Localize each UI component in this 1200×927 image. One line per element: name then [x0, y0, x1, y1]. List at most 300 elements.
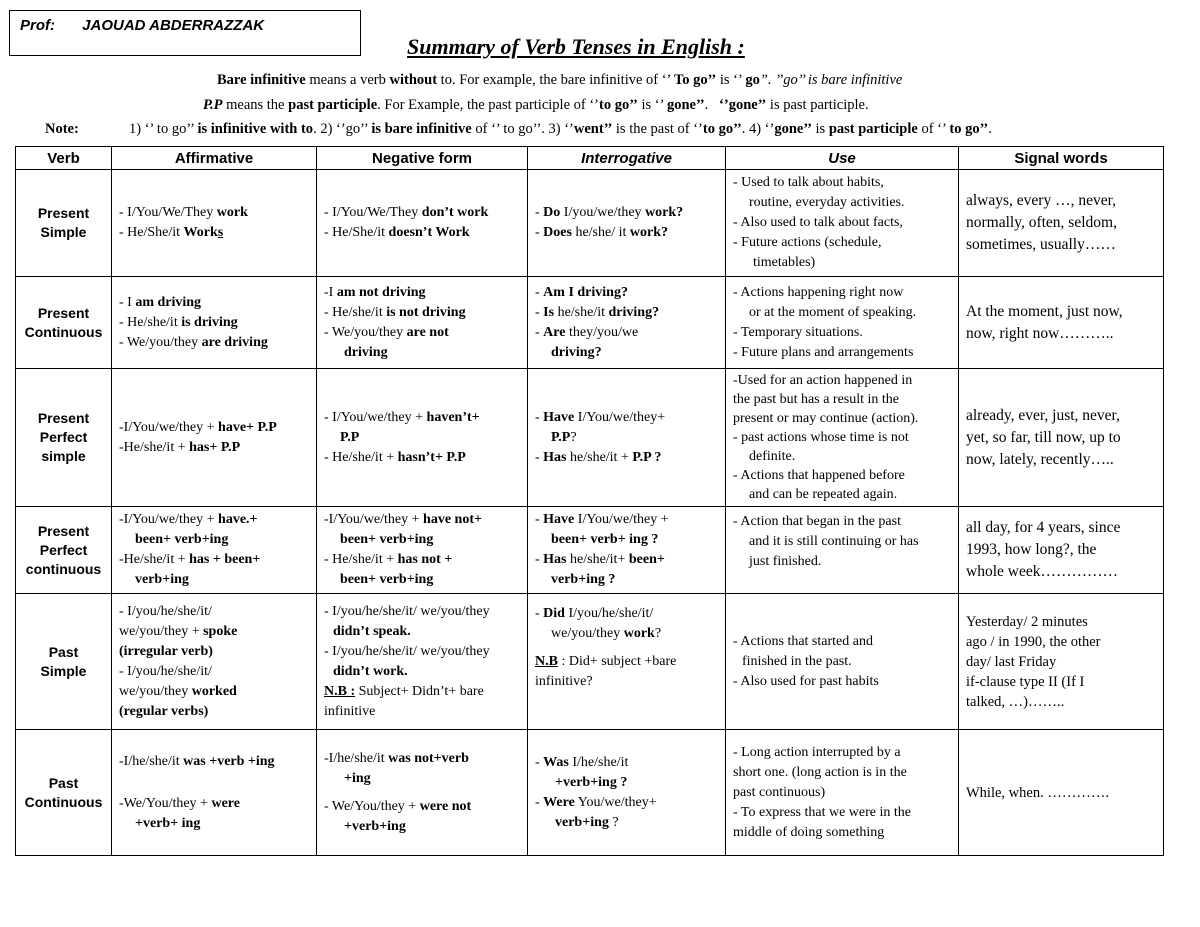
cell-line	[324, 323, 522, 343]
cell-line: routine, everyday activities.	[749, 195, 905, 210]
column-header-use: Use	[726, 147, 959, 170]
cell-line	[324, 448, 522, 468]
cell-line	[535, 510, 720, 530]
text-span: have not+	[423, 512, 482, 527]
text-span: - He/she/it	[119, 314, 182, 330]
text-span: were	[211, 795, 240, 811]
cell-line: - Temporary situations.	[733, 324, 863, 340]
column-header-signal-words: Signal words	[959, 147, 1164, 170]
cell-line	[324, 769, 522, 789]
text-span: been+ verb+ing	[135, 532, 229, 547]
cell-line: yet, so far, till now, up to	[966, 428, 1121, 446]
text-span: - We/you/they	[324, 324, 407, 340]
cell-line: - Used to talk about habits,	[733, 175, 884, 190]
text-span: -	[535, 284, 544, 300]
cell-line	[119, 418, 311, 438]
cell-line: and it is still continuing or has	[749, 534, 919, 549]
cell-line	[119, 313, 311, 333]
cell-line	[535, 813, 720, 833]
text-span: he/she/it+	[566, 552, 629, 567]
text-span: - We/you/they	[119, 334, 202, 350]
affirmative-cell	[112, 730, 317, 856]
text-span: verb+ing ?	[551, 572, 616, 587]
cell-line	[535, 652, 720, 672]
cell-line: or at the moment of speaking.	[749, 304, 917, 320]
prof-name: JAOUAD ABDERRAZZAK	[82, 17, 265, 34]
text-span: been+	[628, 552, 665, 567]
text-span: gone’’	[666, 97, 705, 113]
cell-line: normally, often, seldom,	[966, 214, 1117, 231]
text-span: -	[535, 606, 544, 621]
cell-line: middle of doing something	[733, 824, 885, 840]
cell-line: already, ever, just, never,	[966, 406, 1120, 424]
cell-line	[324, 797, 522, 817]
cell-line: if-clause type II (If I	[966, 673, 1085, 690]
prof-label: Prof:	[20, 17, 55, 34]
cell-line: infinitive?	[535, 674, 593, 689]
text-span: P.P	[551, 429, 571, 445]
text-span: Subject+ Didn’t+ bare	[355, 683, 484, 699]
use-cell	[726, 369, 959, 507]
text-span: -He/she/it +	[119, 552, 190, 567]
cell-line	[324, 283, 522, 303]
text-span: we/you/they	[119, 683, 192, 699]
cell-line	[324, 203, 522, 223]
cell-line	[535, 408, 720, 428]
text-span: -	[535, 449, 544, 465]
interrogative-cell	[528, 507, 726, 594]
text-span: -	[535, 205, 544, 220]
text-span: is ‘’	[716, 72, 746, 88]
text-span: +verb+ing ?	[555, 774, 628, 790]
text-span: haven’t+	[426, 409, 480, 425]
cell-line	[119, 570, 311, 590]
cell-line	[535, 323, 720, 343]
tense-name-line: Past	[48, 643, 79, 660]
text-span: +verb+ ing	[135, 815, 201, 831]
tense-name-line: Continuous	[24, 793, 103, 810]
cell-line	[535, 303, 720, 323]
text-span: has + been+	[189, 552, 261, 567]
text-span: - He/she/it +	[324, 552, 398, 567]
text-span: - He/she/it +	[324, 449, 398, 465]
cell-line	[535, 624, 720, 644]
cell-line: - To express that we were in the	[733, 804, 911, 820]
table-row	[16, 730, 1164, 856]
cell-line: - Also used for past habits	[733, 673, 879, 689]
cell-line: - I/you/he/she/it/ we/you/they	[324, 603, 490, 619]
affirmative-cell	[112, 369, 317, 507]
cell-line	[119, 794, 311, 814]
cell-line	[119, 203, 311, 223]
cell-line: - Long action interrupted by a	[733, 744, 901, 760]
text-span: - He/She/it	[324, 225, 389, 240]
text-span: P.P	[340, 429, 360, 445]
signal-words-cell	[959, 277, 1164, 369]
cell-line: - Future actions (schedule,	[733, 235, 882, 250]
cell-line: - Actions that happened before	[733, 468, 905, 483]
text-span: verb+ing	[555, 814, 609, 830]
cell-line: all day, for 4 years, since	[966, 519, 1121, 536]
text-span: past participle	[828, 121, 918, 137]
cell-line	[535, 793, 720, 813]
column-header-affirmative: Affirmative	[112, 147, 317, 170]
text-span: s	[217, 225, 224, 240]
text-span: To go’’	[673, 72, 717, 88]
text-span: (regular verbs)	[119, 703, 209, 719]
text-span: -	[535, 225, 544, 240]
text-span: go	[745, 72, 760, 88]
text-span: don’t work	[421, 205, 489, 220]
text-span: work	[216, 205, 248, 220]
text-span: means the	[222, 97, 289, 113]
table-row	[16, 594, 1164, 730]
cell-line	[119, 622, 311, 642]
text-span: ?	[654, 626, 662, 641]
cell-line	[324, 817, 522, 837]
cell-line: Yesterday/ 2 minutes	[966, 613, 1088, 630]
text-span: is not driving	[386, 304, 466, 320]
cell-line: - Future plans and arrangements	[733, 344, 914, 360]
text-span: P.P	[203, 97, 223, 113]
text-span: we/you/they +	[119, 623, 204, 639]
tense-name-line: Present	[37, 522, 90, 539]
cell-line: definite.	[749, 449, 796, 464]
text-span: 1) ‘’ to go’’	[129, 121, 198, 137]
text-span: +ing	[344, 770, 371, 786]
text-span: - He/She/it	[119, 225, 184, 240]
cell-line	[324, 223, 522, 243]
text-span: he/she/it	[554, 304, 609, 320]
signal-words-cell	[959, 369, 1164, 507]
text-span: ?	[608, 814, 619, 830]
text-span: verb+ing	[135, 572, 189, 587]
cell-line	[324, 408, 522, 428]
cell-line: 1993, how long?, the	[966, 541, 1097, 558]
negative-cell	[317, 277, 528, 369]
cell-line: - past actions whose time is not	[733, 430, 909, 445]
cell-line	[324, 570, 522, 590]
text-span: is driving	[181, 314, 238, 330]
tense-name-line: continuous	[25, 560, 102, 577]
text-span: is the past of ‘’	[612, 121, 703, 137]
cell-line	[324, 343, 522, 363]
text-span: are driving	[201, 334, 268, 350]
cell-line: - Action that began in the past	[733, 514, 901, 529]
note-label: Note:	[45, 121, 79, 137]
cell-line	[119, 510, 311, 530]
tense-name-line: Continuous	[24, 323, 103, 340]
text-span: been+ verb+ing	[340, 532, 434, 547]
signal-words-cell	[959, 594, 1164, 730]
tense-name-line: simple	[41, 448, 86, 464]
text-span: driving?	[608, 304, 660, 320]
text-span: means a verb	[305, 72, 390, 88]
tense-name-line: Perfect	[39, 541, 88, 558]
tense-name-line: Simple	[40, 662, 87, 679]
text-span: - We/You/they +	[324, 798, 420, 814]
text-span: past participle	[288, 97, 378, 113]
professor-box	[9, 10, 361, 56]
text-span: -	[535, 304, 544, 320]
text-span: (irregular verb)	[119, 643, 213, 659]
cell-line	[535, 604, 720, 624]
text-span: - I/You/we/they +	[324, 409, 427, 425]
text-span: has+ P.P	[189, 439, 241, 455]
text-span: I/you/we/they	[560, 205, 646, 220]
cell-line	[324, 550, 522, 570]
tenses-table	[15, 146, 1164, 856]
text-span: been+ verb+ ing ?	[551, 532, 659, 547]
cell-line	[324, 530, 522, 550]
text-span: ?	[570, 429, 577, 445]
cell-line: past continuous)	[733, 784, 826, 800]
text-span: -He/she/it +	[119, 439, 190, 455]
text-span: I/he/she/it	[568, 754, 629, 770]
cell-line	[535, 773, 720, 793]
text-span: was not+verb	[388, 750, 469, 766]
text-span: was +verb +ing	[183, 753, 275, 769]
text-span: : Did+ subject +bare	[557, 654, 677, 669]
text-span: driving	[344, 344, 388, 360]
column-header-negative: Negative form	[317, 147, 528, 170]
cell-line	[119, 550, 311, 570]
text-span: of ‘’	[917, 121, 950, 137]
text-span: Is	[543, 304, 555, 320]
cell-line	[535, 448, 720, 468]
text-span: N.B	[535, 654, 558, 669]
text-span: hasn’t+ P.P	[397, 449, 466, 465]
text-span: work?	[645, 205, 684, 220]
cell-line: - Actions that started and	[733, 633, 873, 649]
column-header-interrogative: Interrogative	[528, 147, 726, 170]
text-span: I/you/he/she/it/	[564, 606, 654, 621]
cell-line	[324, 303, 522, 323]
text-span: . 4) ‘’	[741, 121, 775, 137]
intro-line-2	[203, 97, 869, 114]
text-span: - I/You/We/They	[324, 205, 422, 220]
text-span: -	[535, 552, 544, 567]
cell-line: ago / in 1990, the other	[966, 633, 1101, 650]
text-span: -I/You/we/they +	[119, 512, 219, 527]
text-span: to go’’	[702, 121, 742, 137]
table-row	[16, 277, 1164, 369]
text-span: -	[535, 324, 544, 340]
cell-line: present or may continue (action).	[733, 411, 919, 426]
text-span: ”. ’’go’’ is bare infinitive	[759, 72, 903, 88]
cell-line	[324, 749, 522, 769]
cell-line: whole week……………	[966, 563, 1118, 580]
text-span: is	[811, 121, 829, 137]
text-span: . For Example, the past participle of ‘’	[377, 97, 600, 113]
cell-line: - Actions happening right now	[733, 284, 904, 300]
text-span: -I/You/we/they +	[324, 512, 424, 527]
cell-line	[324, 682, 522, 702]
text-span: Am I driving?	[543, 284, 628, 300]
text-span: he/she/ it	[571, 225, 630, 240]
affirmative-cell	[112, 507, 317, 594]
negative-cell	[317, 730, 528, 856]
cell-line: At the moment, just now,	[966, 302, 1123, 320]
text-span: has not +	[397, 552, 453, 567]
text-span: are not	[406, 324, 449, 340]
cell-line: short one. (long action is in the	[733, 764, 907, 780]
text-span: been+ verb+ing	[340, 572, 434, 587]
text-span: to go’’	[599, 97, 638, 113]
cell-line: and can be repeated again.	[749, 487, 898, 502]
use-cell	[726, 507, 959, 594]
text-span: worked	[191, 683, 237, 699]
cell-line: day/ last Friday	[966, 653, 1057, 670]
cell-line: finished in the past.	[742, 653, 852, 669]
cell-line	[324, 662, 522, 682]
signal-words-cell	[959, 730, 1164, 856]
affirmative-cell	[112, 277, 317, 369]
cell-line: infinitive	[324, 703, 376, 719]
cell-line	[119, 642, 311, 662]
text-span: we/you/they	[551, 626, 624, 641]
column-header-verb: Verb	[16, 147, 112, 170]
cell-line: sometimes, usually……	[966, 236, 1116, 253]
text-span: - I	[119, 294, 136, 310]
signal-words-cell	[959, 507, 1164, 594]
text-span: You/we/they+	[574, 794, 657, 810]
text-span: doesn’t Work	[388, 225, 470, 240]
text-span: spoke	[203, 623, 238, 639]
text-span: Did	[543, 606, 565, 621]
cell-line	[119, 333, 311, 353]
cell-line	[535, 203, 720, 223]
text-span: N.B :	[324, 683, 356, 699]
spacer	[324, 789, 522, 797]
negative-cell	[317, 594, 528, 730]
use-cell	[726, 170, 959, 277]
signal-words-cell	[959, 170, 1164, 277]
tense-name-line: Present	[37, 410, 90, 426]
text-span: have.+	[218, 512, 258, 527]
cell-line: talked, …)……..	[966, 693, 1065, 710]
affirmative-cell	[112, 170, 317, 277]
cell-line	[324, 428, 522, 448]
text-span: to go’’	[949, 121, 989, 137]
text-span: Have	[543, 409, 575, 425]
tense-name-cell	[16, 730, 112, 856]
interrogative-cell	[528, 277, 726, 369]
negative-cell	[317, 170, 528, 277]
negative-cell	[317, 507, 528, 594]
cell-line: - Also used to talk about facts,	[733, 215, 903, 230]
text-span: -I/You/we/they +	[119, 419, 219, 435]
cell-line: -Used for an action happened in	[733, 373, 913, 388]
text-span: -	[535, 409, 544, 425]
cell-line	[119, 223, 311, 243]
cell-line: the past but has a result in the	[733, 392, 900, 407]
cell-line: While, when. ………….	[966, 784, 1109, 801]
cell-line	[324, 510, 522, 530]
text-span: Does	[543, 225, 572, 240]
text-span: .	[704, 97, 712, 113]
cell-line	[324, 622, 522, 642]
tense-name-cell	[16, 277, 112, 369]
tense-name-line: Past	[48, 774, 79, 791]
table-header-row	[16, 147, 1164, 170]
tense-name-line: Present	[37, 205, 90, 221]
cell-line	[119, 702, 311, 722]
spacer	[535, 644, 720, 652]
text-span: have+ P.P	[218, 419, 277, 435]
text-span: didn’t speak.	[333, 623, 411, 639]
text-span: - He/she/it	[324, 304, 387, 320]
text-span: work	[623, 626, 655, 641]
text-span: he/she/it +	[566, 449, 633, 465]
text-span: -	[535, 754, 544, 770]
cell-line: now, lately, recently…..	[966, 450, 1114, 468]
cell-line: just finished.	[749, 554, 822, 569]
cell-line	[119, 682, 311, 702]
text-span: is ‘’	[637, 97, 667, 113]
text-span: to. For example, the bare infinitive of ‘’	[437, 72, 674, 88]
text-span: am not driving	[336, 284, 426, 300]
cell-line	[535, 343, 720, 363]
table-row	[16, 507, 1164, 594]
cell-line	[535, 428, 720, 448]
text-span: +verb+ing	[344, 818, 406, 834]
use-cell	[726, 277, 959, 369]
cell-line: now, right now………..	[966, 324, 1114, 342]
cell-line: timetables)	[753, 255, 816, 270]
tense-name-cell	[16, 507, 112, 594]
text-span: driving?	[551, 344, 602, 360]
text-span: is bare infinitive	[371, 121, 472, 137]
text-span: -I/he/she/it	[119, 753, 184, 769]
tense-name-line: Simple	[40, 224, 87, 240]
text-span: am driving	[135, 294, 202, 310]
cell-line	[119, 438, 311, 458]
page-title: Summary of Verb Tenses in English :	[407, 34, 745, 59]
tense-name-line: Present	[37, 304, 90, 321]
text-span: went’’	[573, 121, 613, 137]
text-span: Has	[543, 449, 567, 465]
text-span: didn’t work.	[333, 663, 408, 679]
negative-cell	[317, 369, 528, 507]
affirmative-cell	[112, 594, 317, 730]
text-span: I/You/we/they +	[574, 512, 669, 527]
text-span: -I	[324, 284, 337, 300]
text-span: -	[535, 512, 544, 527]
table-row	[16, 170, 1164, 277]
cell-line: - I/you/he/she/it/	[119, 603, 212, 619]
text-span: Have	[543, 512, 575, 527]
text-span: of ‘’ to go’’. 3) ‘’	[471, 121, 574, 137]
cell-line	[119, 752, 311, 772]
tense-name-cell	[16, 594, 112, 730]
text-span: they/you/we	[565, 324, 639, 340]
text-span: Are	[543, 324, 566, 340]
cell-line: - I/you/he/she/it/	[119, 663, 212, 679]
text-span: . 2) ‘’go’’	[313, 121, 372, 137]
use-cell	[726, 594, 959, 730]
text-span: Bare infinitive	[217, 72, 306, 88]
text-span: P.P ?	[632, 449, 662, 465]
cell-line	[535, 753, 720, 773]
use-cell	[726, 730, 959, 856]
cell-line	[535, 223, 720, 243]
interrogative-cell	[528, 170, 726, 277]
text-span: Do	[543, 205, 561, 220]
text-span: work?	[629, 225, 669, 240]
text-span: -I/he/she/it	[324, 750, 389, 766]
text-span: gone’’	[774, 121, 812, 137]
